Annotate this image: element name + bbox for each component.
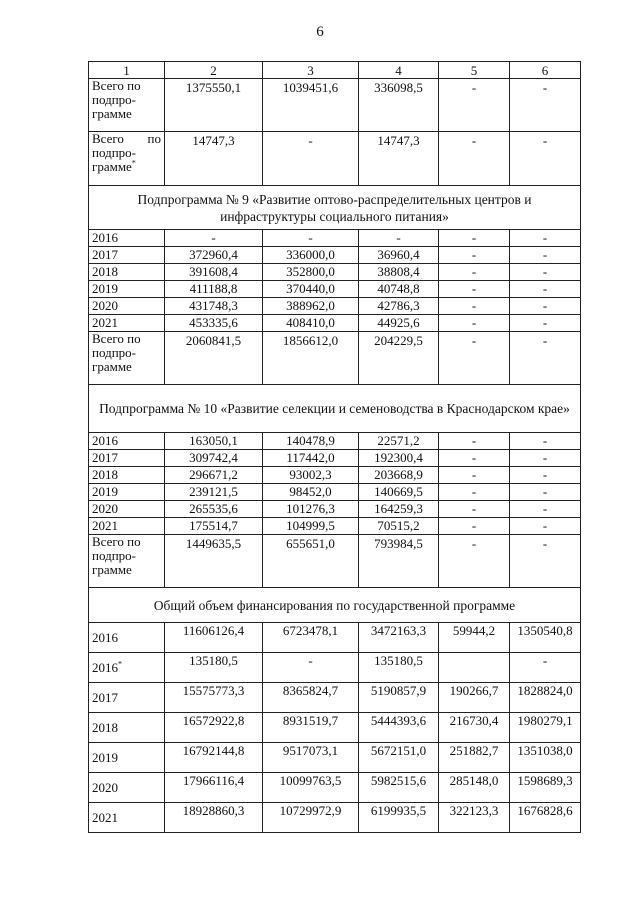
amount-cell: - — [510, 315, 581, 332]
year-label — [89, 683, 165, 713]
amount-cell: - — [359, 230, 439, 247]
subprogram-title: Подпрограмма № 9 «Развитие оптово-распределительных центров и инфраструктуры социального питания» — [89, 186, 581, 230]
amount-cell: 336000,0 — [263, 247, 359, 264]
year-row — [89, 653, 581, 683]
row-label-text: 2016 — [92, 230, 118, 245]
year-label — [89, 230, 165, 247]
amount-cell: - — [510, 501, 581, 518]
row-label-text: 2021 — [92, 518, 118, 533]
year-label — [89, 623, 165, 653]
subprogram-heading-row — [89, 588, 581, 623]
amount-cell: 192300,4 — [359, 450, 439, 467]
column-number: 1 — [89, 62, 165, 79]
row-label-text: 2019 — [92, 281, 118, 296]
row-label-text: 2018 — [92, 264, 118, 279]
amount-cell: 265535,6 — [165, 501, 263, 518]
subprogram-total-row — [89, 132, 581, 186]
year-label — [89, 713, 165, 743]
amount-cell: 204229,5 — [359, 332, 439, 385]
amount-cell: - — [510, 535, 581, 588]
amount-cell: 793984,5 — [359, 535, 439, 588]
amount-cell: - — [510, 433, 581, 450]
row-label-text: 2018 — [92, 720, 118, 735]
year-row — [89, 501, 581, 518]
amount-cell: - — [510, 79, 581, 132]
amount-cell: 98452,0 — [263, 484, 359, 501]
amount-cell: 1856612,0 — [263, 332, 359, 385]
row-label-text: 2016 — [92, 630, 118, 645]
amount-cell — [439, 653, 510, 683]
year-label — [89, 450, 165, 467]
total-label — [89, 535, 165, 588]
amount-cell: 1980279,1 — [510, 713, 581, 743]
column-number: 4 — [359, 62, 439, 79]
column-number-row — [89, 62, 581, 79]
amount-cell: 1676828,6 — [510, 803, 581, 833]
amount-cell: 336098,5 — [359, 79, 439, 132]
amount-cell: - — [510, 653, 581, 683]
amount-cell: 2060841,5 — [165, 332, 263, 385]
row-label-text: 2020 — [92, 298, 118, 313]
amount-cell: 6199935,5 — [359, 803, 439, 833]
amount-cell: - — [510, 247, 581, 264]
amount-cell: 5190857,9 — [359, 683, 439, 713]
subprogram-total-row — [89, 332, 581, 385]
footnote-mark: * — [118, 659, 122, 669]
amount-cell: 104999,5 — [263, 518, 359, 535]
year-label — [89, 467, 165, 484]
amount-cell: 203668,9 — [359, 467, 439, 484]
amount-cell: 1375550,1 — [165, 79, 263, 132]
amount-cell: 18928860,3 — [165, 803, 263, 833]
year-row — [89, 484, 581, 501]
amount-cell: - — [439, 535, 510, 588]
amount-cell: 42786,3 — [359, 298, 439, 315]
year-row — [89, 683, 581, 713]
amount-cell: - — [263, 132, 359, 186]
amount-cell: 5444393,6 — [359, 713, 439, 743]
amount-cell: 322123,3 — [439, 803, 510, 833]
financing-table — [88, 61, 581, 833]
amount-cell: 1449635,5 — [165, 535, 263, 588]
amount-cell: 5672151,0 — [359, 743, 439, 773]
amount-cell: - — [439, 467, 510, 484]
column-number: 6 — [510, 62, 581, 79]
total-label — [89, 79, 165, 132]
amount-cell: 16572922,8 — [165, 713, 263, 743]
year-label — [89, 501, 165, 518]
row-label-text: 2018 — [92, 467, 118, 482]
amount-cell: - — [510, 281, 581, 298]
amount-cell: 1828824,0 — [510, 683, 581, 713]
row-label-text: 2019 — [92, 484, 118, 499]
year-row — [89, 773, 581, 803]
year-row — [89, 713, 581, 743]
year-row — [89, 281, 581, 298]
row-label-text: 2020 — [92, 501, 118, 516]
amount-cell: - — [263, 653, 359, 683]
amount-cell: 239121,5 — [165, 484, 263, 501]
amount-cell: - — [510, 484, 581, 501]
year-row — [89, 518, 581, 535]
amount-cell: - — [439, 264, 510, 281]
year-row — [89, 623, 581, 653]
row-label-text: 2017 — [92, 247, 118, 262]
amount-cell: 38808,4 — [359, 264, 439, 281]
amount-cell: 352800,0 — [263, 264, 359, 281]
amount-cell: 59944,2 — [439, 623, 510, 653]
amount-cell: 16792144,8 — [165, 743, 263, 773]
amount-cell: 431748,3 — [165, 298, 263, 315]
year-row — [89, 315, 581, 332]
row-label-text: 2017 — [92, 450, 118, 465]
amount-cell: 117442,0 — [263, 450, 359, 467]
amount-cell: - — [510, 264, 581, 281]
subprogram-heading-row — [89, 186, 581, 230]
year-row — [89, 230, 581, 247]
row-label-text: 2021 — [92, 810, 118, 825]
amount-cell: 70515,2 — [359, 518, 439, 535]
amount-cell: - — [439, 281, 510, 298]
amount-cell: - — [510, 132, 581, 186]
amount-cell: 9517073,1 — [263, 743, 359, 773]
amount-cell: - — [510, 518, 581, 535]
row-label-text: Всего по подпро-грамме — [92, 131, 161, 174]
amount-cell: 140478,9 — [263, 433, 359, 450]
row-label-text: 2019 — [92, 750, 118, 765]
amount-cell: 40748,8 — [359, 281, 439, 298]
subprogram-title: Подпрограмма № 10 «Развитие селекции и семеноводства в Краснодарском крае» — [89, 385, 581, 433]
year-label — [89, 298, 165, 315]
amount-cell: - — [439, 315, 510, 332]
year-label — [89, 484, 165, 501]
year-label — [89, 653, 165, 683]
amount-cell: - — [439, 247, 510, 264]
amount-cell: - — [439, 501, 510, 518]
total-label — [89, 132, 165, 186]
row-label-text: 2021 — [92, 315, 118, 330]
amount-cell: - — [439, 433, 510, 450]
amount-cell: - — [510, 230, 581, 247]
amount-cell: 388962,0 — [263, 298, 359, 315]
amount-cell: 285148,0 — [439, 773, 510, 803]
amount-cell: 8931519,7 — [263, 713, 359, 743]
amount-cell: 101276,3 — [263, 501, 359, 518]
amount-cell: 1598689,3 — [510, 773, 581, 803]
amount-cell: 140669,5 — [359, 484, 439, 501]
amount-cell: 1350540,8 — [510, 623, 581, 653]
amount-cell: 163050,1 — [165, 433, 263, 450]
amount-cell: 14747,3 — [165, 132, 263, 186]
amount-cell: 135180,5 — [165, 653, 263, 683]
row-label-text: 2020 — [92, 780, 118, 795]
amount-cell: - — [510, 450, 581, 467]
amount-cell: 3472163,3 — [359, 623, 439, 653]
amount-cell: - — [439, 230, 510, 247]
row-label-text: 2016 — [92, 433, 118, 448]
year-label — [89, 518, 165, 535]
amount-cell: 1039451,6 — [263, 79, 359, 132]
amount-cell: 14747,3 — [359, 132, 439, 186]
amount-cell: 8365824,7 — [263, 683, 359, 713]
amount-cell: 1351038,0 — [510, 743, 581, 773]
amount-cell: 36960,4 — [359, 247, 439, 264]
year-label — [89, 247, 165, 264]
amount-cell: - — [510, 298, 581, 315]
amount-cell: 17966116,4 — [165, 773, 263, 803]
amount-cell: 93002,3 — [263, 467, 359, 484]
amount-cell: 11606126,4 — [165, 623, 263, 653]
year-row — [89, 467, 581, 484]
amount-cell: - — [510, 467, 581, 484]
column-number: 3 — [263, 62, 359, 79]
column-number: 2 — [165, 62, 263, 79]
amount-cell: - — [263, 230, 359, 247]
amount-cell: - — [439, 450, 510, 467]
amount-cell: - — [439, 484, 510, 501]
amount-cell: 10729972,9 — [263, 803, 359, 833]
amount-cell: 22571,2 — [359, 433, 439, 450]
amount-cell: 216730,4 — [439, 713, 510, 743]
amount-cell: - — [439, 332, 510, 385]
amount-cell: 453335,6 — [165, 315, 263, 332]
year-row — [89, 803, 581, 833]
row-label-text: Всего по подпро-грамме — [92, 78, 141, 121]
year-row — [89, 298, 581, 315]
amount-cell: 309742,4 — [165, 450, 263, 467]
amount-cell: 372960,4 — [165, 247, 263, 264]
amount-cell: - — [439, 79, 510, 132]
amount-cell: - — [439, 132, 510, 186]
amount-cell: - — [510, 332, 581, 385]
subprogram-title: Общий объем финансирования по государственной программе — [89, 588, 581, 623]
total-label — [89, 332, 165, 385]
footnote-mark: * — [131, 158, 136, 168]
year-row — [89, 433, 581, 450]
amount-cell: 190266,7 — [439, 683, 510, 713]
row-label-text: Всего по подпро-грамме — [92, 534, 141, 577]
amount-cell: 391608,4 — [165, 264, 263, 281]
row-label-text: 2017 — [92, 690, 118, 705]
amount-cell: 655651,0 — [263, 535, 359, 588]
year-label — [89, 281, 165, 298]
year-row — [89, 264, 581, 281]
amount-cell: 5982515,6 — [359, 773, 439, 803]
year-label — [89, 264, 165, 281]
column-number: 5 — [439, 62, 510, 79]
amount-cell: - — [439, 298, 510, 315]
amount-cell: 411188,8 — [165, 281, 263, 298]
amount-cell: - — [165, 230, 263, 247]
year-label — [89, 803, 165, 833]
year-label — [89, 315, 165, 332]
year-label — [89, 743, 165, 773]
row-label-text: 2016 — [92, 660, 118, 675]
year-row — [89, 743, 581, 773]
amount-cell: 15575773,3 — [165, 683, 263, 713]
year-row — [89, 450, 581, 467]
year-label — [89, 433, 165, 450]
amount-cell: 251882,7 — [439, 743, 510, 773]
page-number: 6 — [316, 24, 324, 40]
amount-cell: 370440,0 — [263, 281, 359, 298]
amount-cell: 10099763,5 — [263, 773, 359, 803]
subprogram-total-row — [89, 535, 581, 588]
subprogram-heading-row — [89, 385, 581, 433]
amount-cell: 44925,6 — [359, 315, 439, 332]
year-label — [89, 773, 165, 803]
amount-cell: - — [439, 518, 510, 535]
amount-cell: 408410,0 — [263, 315, 359, 332]
year-row — [89, 247, 581, 264]
amount-cell: 296671,2 — [165, 467, 263, 484]
amount-cell: 164259,3 — [359, 501, 439, 518]
amount-cell: 6723478,1 — [263, 623, 359, 653]
subprogram-total-row — [89, 79, 581, 132]
amount-cell: 175514,7 — [165, 518, 263, 535]
row-label-text: Всего по подпро-грамме — [92, 331, 141, 374]
amount-cell: 135180,5 — [359, 653, 439, 683]
